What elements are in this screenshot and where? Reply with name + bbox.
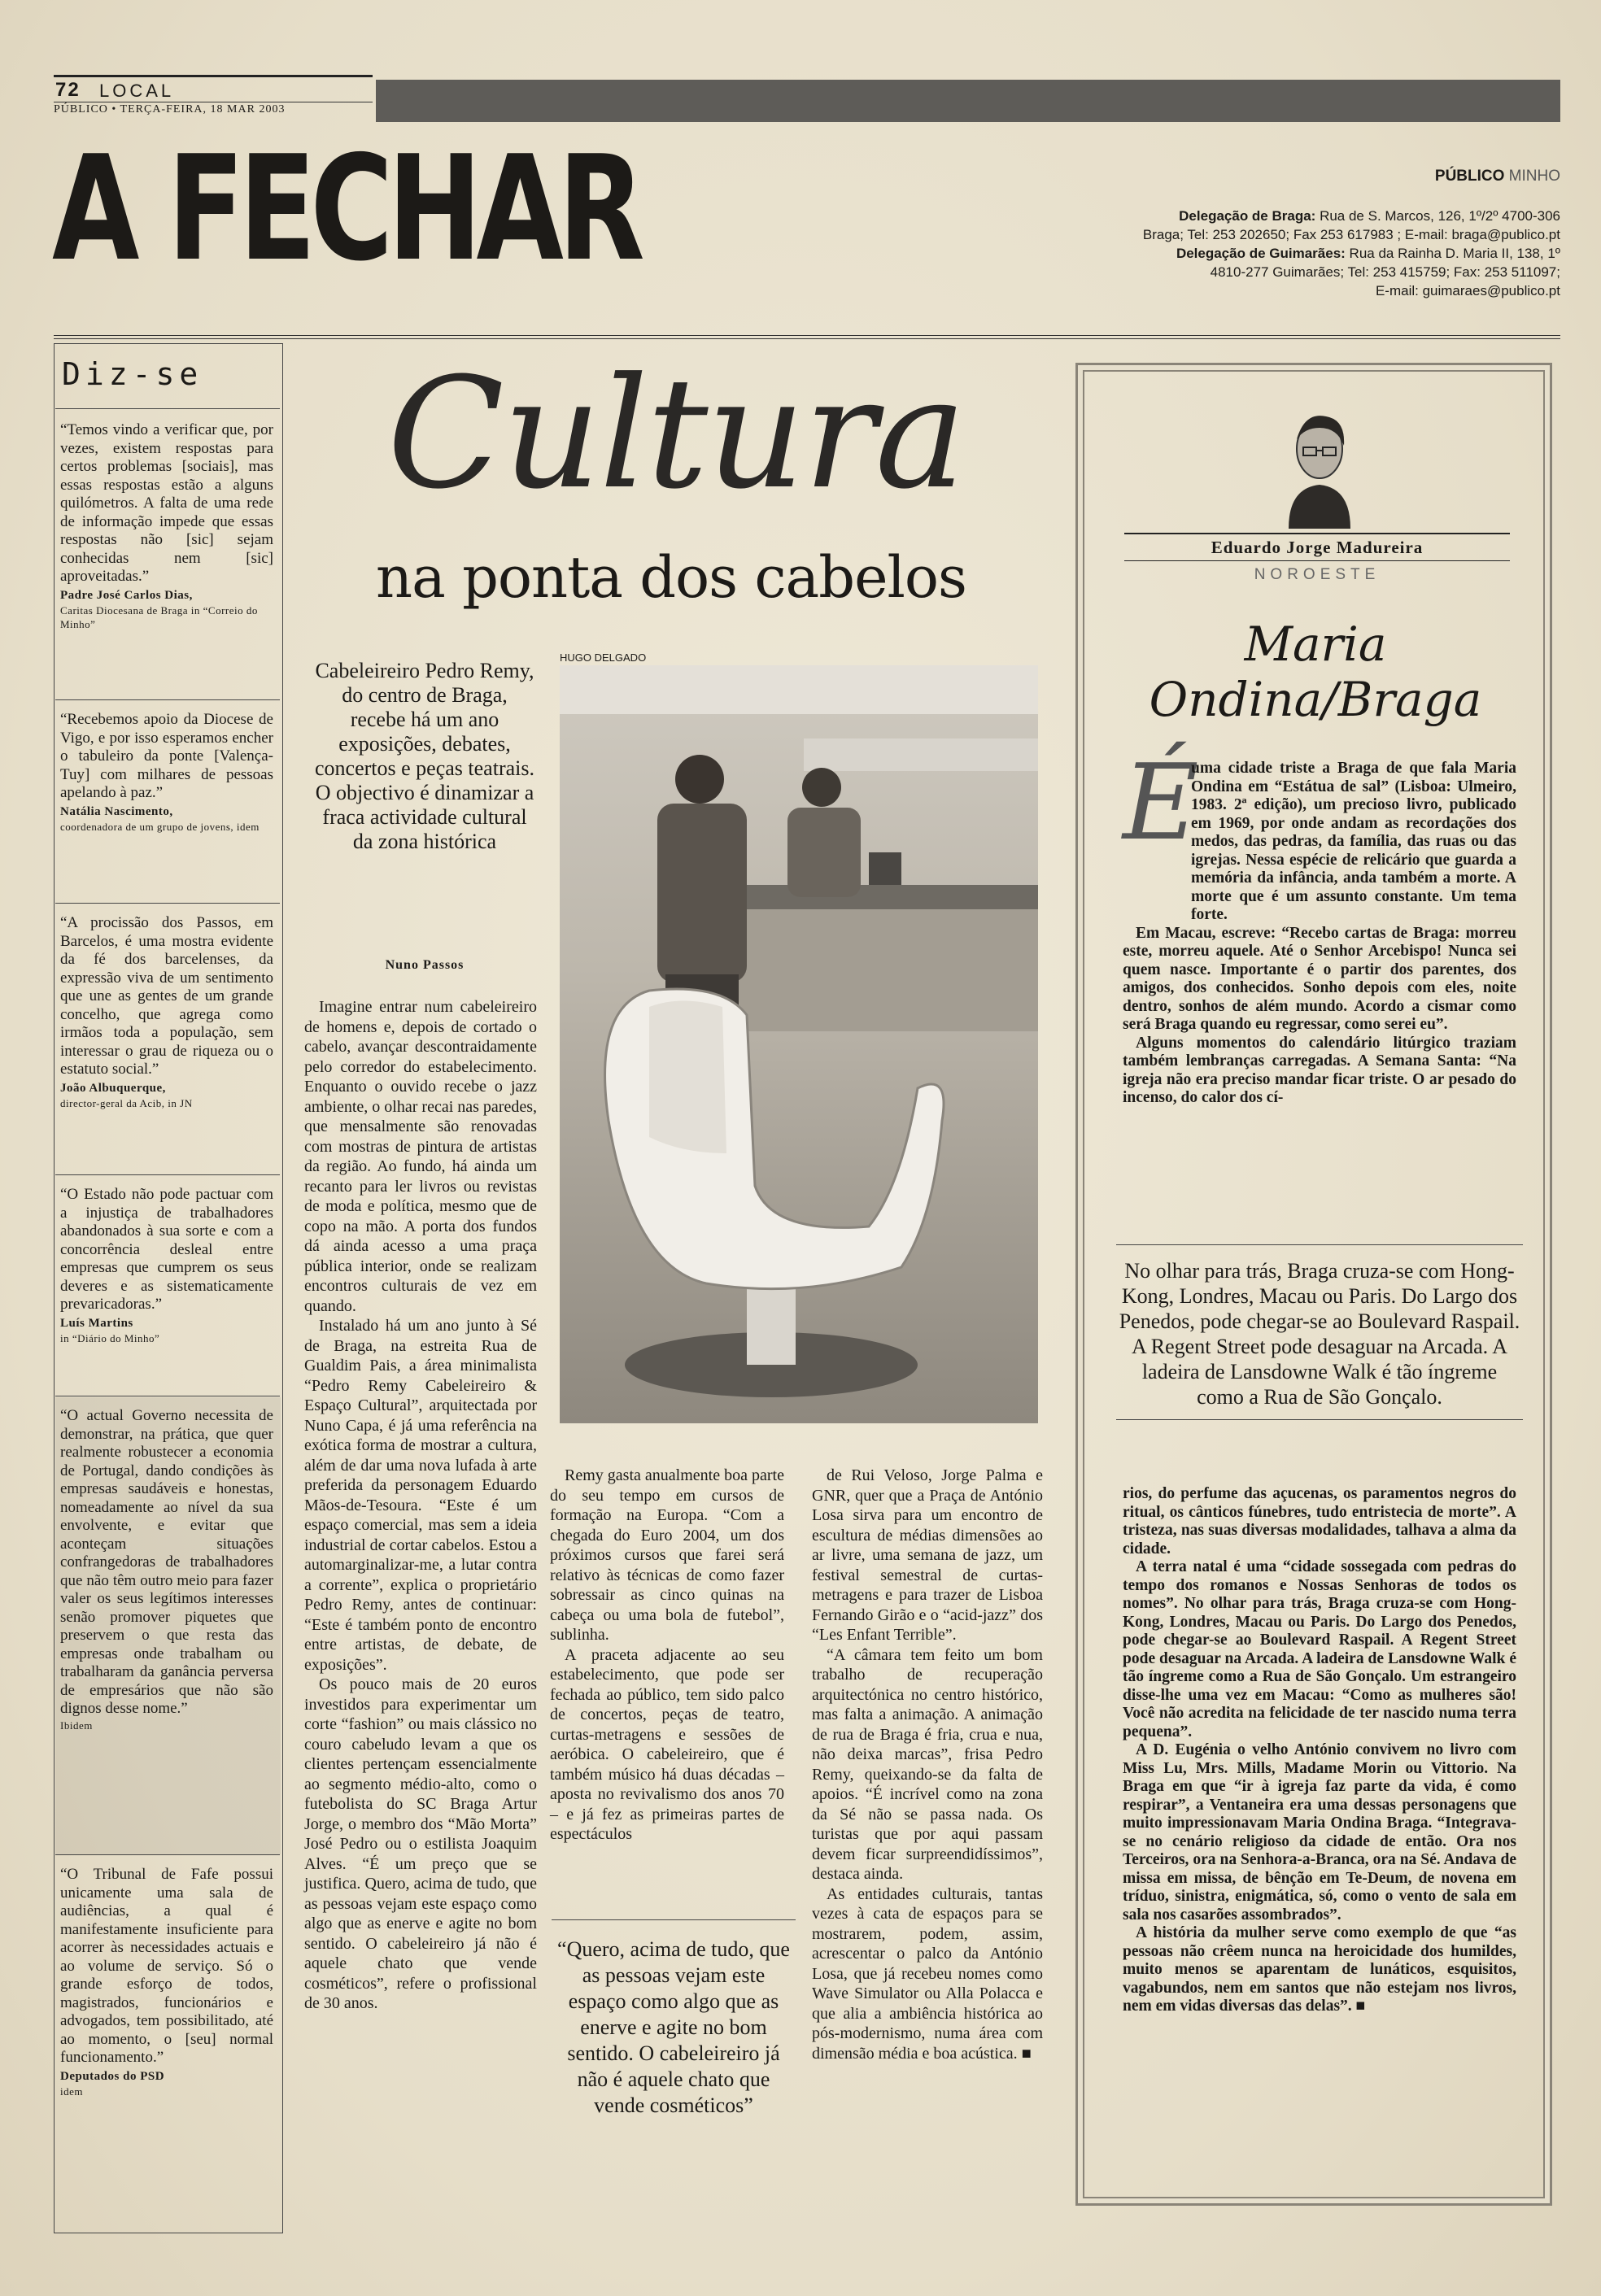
quote-divider <box>55 699 280 700</box>
sidebar-quote: “O actual Governo necessita de demonstrar, na prática, que quer realmente robustecer a economia de Portugal, dando condições às empresas saudáveis e honestas, nomeadamente ao nível da sua envolvente, e evitar que aconteçam situações confrangedoras de trabalhadores que não têm outro meio para fazer valer os seus legítimos interesses senão promover piquetes que preservem o que resta das empresas onde trabalham ou trabalharam da ganância perversa de empresários que não são dignos desse nome.” Ibidem <box>60 1407 273 1732</box>
edition-line: PÚBLICO • TERÇA-FEIRA, 18 MAR 2003 <box>54 102 373 116</box>
contact-line: 4810-277 Guimarães; Tel: 253 415759; Fax: 253 511097; <box>1210 264 1560 280</box>
contact-line: E-mail: guimaraes@publico.pt <box>1375 283 1560 298</box>
column-section: NOROESTE <box>1254 566 1381 583</box>
header-bar <box>376 80 1560 122</box>
sidebar-quote: “Temos vindo a verificar que, por vezes, existem respostas para certos problemas [sociais], mas essas respostas estão a alguns quilómetros. A falta de uma rede de informação impede que essas respostas não [sic] sejam conhecidas nem [sic] aproveitadas.” Padre José Carlos Dias, Caritas Diocesana de Braga in “Correio do Minho” <box>60 421 273 630</box>
page-folio <box>54 75 373 118</box>
photo-credit: HUGO DELGADO <box>560 651 647 664</box>
column-pull-quote: No olhar para trás, Braga cruza-se com Hong-Kong, Londres, Macau ou Paris. Do Largo dos Penedos, pode chegar-se ao Boulevard Raspail. A Regent Street pode desaguar na Arcada. A ladeira de Lansdowne Walk é tão íngreme como a Rua de São Gonçalo. <box>1116 1244 1523 1420</box>
brand-label <box>1435 168 1560 185</box>
header-rule <box>54 335 1560 339</box>
article-title: Cultura <box>387 345 965 523</box>
column-body-top: uma cidade triste a Braga de que fala Maria Ondina em “Estátua de sal” (Lisboa: Ulmeiro, 1983. 2ª edição), um precioso livro, publicado em 1969, por onde andam as recordações dos medos, das pedras, da família, das ruas ou das igrejas. Nessa espécie de relicário que guarda a memória da infância, anda também a morte. A morte que é um assunto constante. Um tema forte. Em Macau, escreve: “Recebo cartas de Braga: morreu este, morreu aquele. Até o Senhor Arcebispo! Nunca sei quem nasce. Importante é o partir dos parentes, dos amigos, dos conhecidos. Sonho depois com eles, noite dentro, sonhos de além mundo. Acordo a cismar como será Braga quando eu regressar, como serei eu”. Alguns momentos do calendário litúrgico traziam também lembranças carregadas. A Semana Santa: “Na igreja não era preciso mandar ficar triste. O ar pesado do incenso, do calor dos cí- <box>1123 760 1516 1106</box>
quote-divider <box>55 1854 280 1855</box>
article-byline: Nuno Passos <box>385 958 465 972</box>
sidebar-quote: “A procissão dos Passos, em Barcelos, é uma mostra evidente da fé dos barcelenses, da expressão viva de um sentimento que une as gentes de um grande concelho, que agrega como irmãos toda a população, sem interessar o grau de riqueza ou o estatuto social.” João Albuquerque, director-geral da Acib, in JN <box>60 914 273 1109</box>
contact-line: Delegação de Guimarães: Rua da Rainha D. Maria II, 138, 1º <box>1176 246 1560 261</box>
article-subtitle: na ponta dos cabelos <box>376 544 966 611</box>
column-body-bottom: rios, do perfume das açucenas, os paramentos negros do ritual, os cânticos fúnebres, tudo entristecia de morte”. A tristeza, nas suas diversas modalidades, talhava a alma da cidade. A terra natal é uma “cidade sossegada com pedras do tempo dos romanos e Nossas Senhoras de todos os nomes”. No olhar para trás, Braga cruza-se com Hong-Kong, Londres, Macau ou Paris. Do Largo dos Penedos, pode chegar-se ao Boulevard Raspail. A Regent Street pode desaguar na Arcada. A ladeira de Lansdowne Walk é tão íngreme como a Rua de São Gonçalo. Um estrangeiro disse-lhe uma vez em Macau: “Como as mulheres são! Você não acredita na felicidade de ter nascido numa terra pequena”. A D. Eugénia o velho António convivem no livro com Miss Lu, Mrs. Mills, Madame Morin ou Vittorio. Na Braga em que “ir à igreja faz parte da vida, é como respirar”, a Ventaneira era uma dessas personagens que muito impressionavam Maria Ondina Braga. “Integrava-se no cenário religioso da cidade de então. Ora nos Terceiros, ora na Senhora-a-Branca, ora na Sé. Andava de missa em missa, de bênção em Te-Deum, de novena em tríduo, sinistra, enigmática, só, como o vento de sala em sala nos casarões assombrados”. A história da mulher serve como exemplo de que “as pessoas não crêem nunca na heroicidade dos humildes, muito menos se aparentam de lunáticos, esquisitos, vagabundos, nem em santos que não estejam nos livros, nem em vidas diversas das delas”. ■ <box>1123 1485 1516 2015</box>
column-author: Eduardo Jorge Madureira <box>1124 533 1510 561</box>
brand-bold: PÚBLICO <box>1434 168 1505 185</box>
dizse-title: Diz-se <box>62 356 203 392</box>
author-photo-icon <box>1280 407 1359 529</box>
article-column-3: de Rui Veloso, Jorge Palma e GNR, quer que a Praça de António Losa sirva para um encontro de escultura de médias dimensões ao ar livre, uma semana de jazz, um festival semestral de curtas-metragens e para trazer de Lisboa Fernando Girão e o “acid-jazz” dos “Les Enfant Terrible”. “A câmara tem feito um bom trabalho de recuperação arquitectónica no centro histórico, mas falta a animação. A animação de rua de Braga é fria, crua e nua, não deixa marcas”, frisa Pedro Remy, queixando-se da falta de apoios. “É incrível como na zona da Sé não se passa nada. Os turistas que por aqui passam devem ficar surpreendidíssimos”, destaca ainda. As entidades culturais, tantas vezes à cata de espaços para se mostrarem, podem, assim, acrescentar o palco da António Losa, que já recebeu nomes como Wave Simulator ou Alla Polacca e que alia a ambiência histórica ao pós-modernismo, numa área com dimensão média e boa acústica. ■ <box>812 1466 1043 2063</box>
contact-block <box>1072 207 1560 300</box>
sidebar-quote: “Recebemos apoio da Diocese de Vigo, e por isso esperamos encher o tabuleiro da ponte [Valença-Tuy] com milhares de pessoas apelando à paz.” Natália Nascimento, coordenadora de um grupo de jovens, idem <box>60 711 273 833</box>
author-portrait <box>1280 407 1359 529</box>
quote-divider <box>55 1174 280 1175</box>
article-lede: Cabeleireiro Pedro Remy, do centro de Braga, recebe há um ano exposições, debates, concertos e peças teatrais. O objectivo é dinamizar a fraca actividade cultural da zona histórica <box>315 659 534 853</box>
contact-line: Delegação de Braga: Rua de S. Marcos, 126, 1º/2º 4700-306 <box>1179 208 1560 224</box>
brand-light: MINHO <box>1508 168 1560 185</box>
barbershop-photo <box>560 665 1038 1423</box>
page-kicker: A FECHAR <box>52 124 639 293</box>
quote-divider <box>55 903 280 904</box>
article-column-1: Imagine entrar num cabeleireiro de homens e, depois de cortado o cabelo, avançar descontraidamente pelo corredor do estabelecimento. Enquanto o ouvido recebe o jazz ambiente, o olhar recai nas paredes, que mensalmente são renovadas com mostras de pintura de artistas da região. Ao fundo, há ainda um recanto para ler livros ou revistas de moda e política, mesmo que de copo na mão. A porta dos fundos dá ainda acesso a uma praça pública interior, onde se realizam encontros culturais de vez em quando. Instalado há um ano junto à Sé de Braga, na estreita Rua de Gualdim Pais, a área minimalista “Pedro Remy Cabeleireiro & Espaço Cultural”, arquitectada por Nuno Capa, é já uma referência na exótica forma de mostrar a cultura, além de dar uma nova lufada à arte preferida da personagem Eduardo Mãos-de-Tesoura. “Este é um espaço comercial, mas sem a ideia industrial de cortar cabelos. Estou a automarginalizar-me, a lutar contra a corrente”, explica o proprietário Pedro Remy, antes de continuar: “Este é também ponto de encontro entre artistas, de debate, de exposições”. Os pouco mais de 20 euros investidos para experimentar um corte “fashion” ou mais clássico no couro cabeludo levam a que os clientes pertençam essencialmente ao segmento médio-alto, como o futebolista do SC Braga Artur Jorge, o membro dos “Mão Morta” José Pedro ou o estilista Joaquim Alves. “É um preço que se justifica. Quero, acima de tudo, que as pessoas vejam este espaço como algo que as enerve e agite no bom sentido. O cabeleireiro já não é aquele chato que vende cosméticos”, refere o profissional de 30 anos. <box>304 998 537 2012</box>
article-column-2: Remy gasta anualmente boa parte do seu tempo em cursos de formação na Europa. “Com a chegada do Euro 2004, um dos próximos cursos que farei será relativo às técnicas de como fazer sobressair as cinco quinas na cabeça ou uma bola de futebol”, sublinha. A praceta adjacente ao seu estabelecimento, que pode ser fechada ao público, tem sido palco de concertos, peças de teatro, curtas-metragens e sessões de aeróbica. O cabeleireiro, que é também músico há duas décadas – aposta no revivalismo dos anos 70 – e já fez as primeiras partes de espectáculos <box>550 1466 784 1843</box>
page-number: 72 <box>55 79 81 101</box>
section-name: LOCAL <box>99 81 175 101</box>
contact-line: Braga; Tel: 253 202650; Fax 253 617983 ; E-mail: braga@publico.pt <box>1142 227 1560 242</box>
dropcap: É <box>1123 743 1199 864</box>
quote-divider <box>55 408 280 409</box>
column-title: Maria Ondina/Braga <box>1149 616 1482 727</box>
article-pull-quote: “Quero, acima de tudo, que as pessoas vejam este espaço como algo que as enerve e agite no bom sentido. O cabeleireiro já não é aquele chato que vende cosméticos” <box>552 1919 796 2119</box>
sidebar-quote: “O Tribunal de Fafe possui unicamente uma sala de audiências, a qual é manifestamente insuficiente para acorrer às necessidades actuais e ao volume de serviço. Só o grande esforço de todos, magistrados, funcionários e advogados, tem possibilitado, até ao momento, o [seu] normal funcionamento.” Deputados do PSD idem <box>60 1866 273 2098</box>
sidebar-quote: “O Estado não pode pactuar com a injustiça de trabalhadores abandonados à sua sorte e com a concorrência desleal entre empresas que cumprem os seus deveres e as sistematicamente prevaricadoras.” Luís Martins in “Diário do Minho” <box>60 1186 273 1344</box>
barber-chair-image <box>560 665 1038 1423</box>
